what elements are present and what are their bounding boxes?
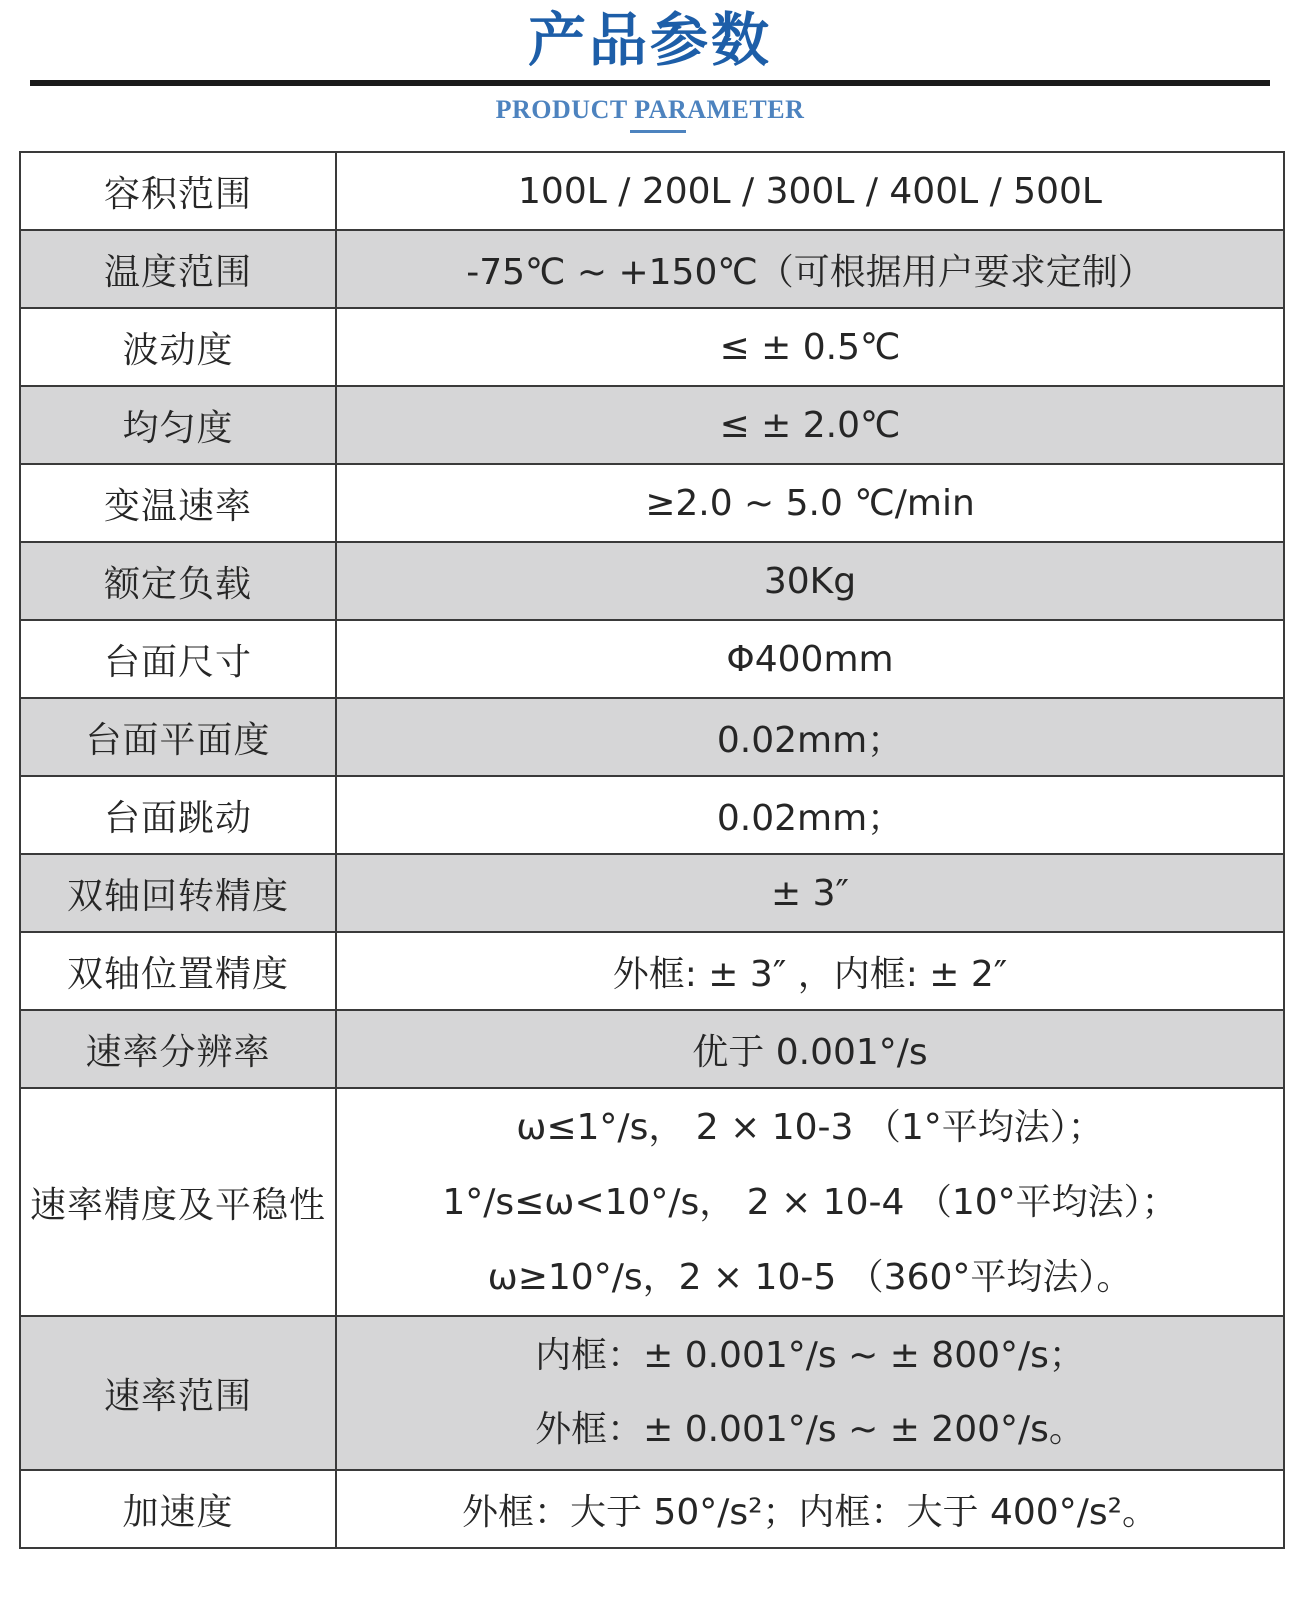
param-value-multiline <box>336 1088 1284 1316</box>
table-row <box>20 386 1284 464</box>
page-title: 产品参数 <box>527 6 772 74</box>
param-value: 外框: ± 3″ ，内框: ± 2″ <box>336 932 1284 1010</box>
table-row <box>20 1010 1284 1088</box>
param-value: ≤ ± 0.5℃ <box>336 308 1284 386</box>
parameter-table <box>19 151 1285 1549</box>
table-row <box>20 1088 1284 1316</box>
param-label: 容积范围 <box>20 152 336 230</box>
param-label: 速率范围 <box>20 1316 336 1470</box>
param-label: 速率分辨率 <box>20 1010 336 1088</box>
param-value: ≥2.0 ~ 5.0 ℃/min <box>336 464 1284 542</box>
param-value-line: 1°/s≤ω<10°/s， 2 × 10-4 （10°平均法）； <box>442 1181 1178 1223</box>
param-value-line: 内框：± 0.001°/s ~ ± 800°/s； <box>535 1335 1085 1376</box>
param-value: ≤ ± 2.0℃ <box>336 386 1284 464</box>
param-label: 温度范围 <box>20 230 336 308</box>
param-label: 均匀度 <box>20 386 336 464</box>
param-value-multiline <box>336 1316 1284 1470</box>
param-value: 优于 0.001°/s <box>336 1010 1284 1088</box>
param-value: Φ400mm <box>336 620 1284 698</box>
param-value: ± 3″ <box>336 854 1284 932</box>
param-label: 台面尺寸 <box>20 620 336 698</box>
param-label: 变温速率 <box>20 464 336 542</box>
param-label: 波动度 <box>20 308 336 386</box>
table-row <box>20 152 1284 230</box>
table-row <box>20 1470 1284 1548</box>
param-value: 100L / 200L / 300L / 400L / 500L <box>336 152 1284 230</box>
table-row <box>20 620 1284 698</box>
table-row <box>20 464 1284 542</box>
param-label: 双轴回转精度 <box>20 854 336 932</box>
table-row <box>20 932 1284 1010</box>
table-row <box>20 308 1284 386</box>
param-label: 速率精度及平稳性 <box>20 1088 336 1316</box>
param-label: 台面平面度 <box>20 698 336 776</box>
table-row <box>20 230 1284 308</box>
param-label: 双轴位置精度 <box>20 932 336 1010</box>
param-value: 0.02mm； <box>336 776 1284 854</box>
param-value-line: 外框：± 0.001°/s ~ ± 200°/s。 <box>535 1409 1085 1450</box>
param-value-line: ω≤1°/s， 2 × 10-3 （1°平均法）； <box>516 1106 1104 1148</box>
table-row <box>20 542 1284 620</box>
table-row <box>20 776 1284 854</box>
param-label: 额定负载 <box>20 542 336 620</box>
param-label: 台面跳动 <box>20 776 336 854</box>
param-value: 0.02mm； <box>336 698 1284 776</box>
title-divider <box>30 80 1270 86</box>
table-row <box>20 854 1284 932</box>
param-value: 30Kg <box>336 542 1284 620</box>
param-label: 加速度 <box>20 1470 336 1548</box>
param-value: 外框：大于 50°/s²；内框：大于 400°/s²。 <box>336 1470 1284 1548</box>
param-value: -75℃ ~ +150℃（可根据用户要求定制） <box>336 230 1284 308</box>
table-row <box>20 698 1284 776</box>
page-subtitle: PRODUCT PARAMETER <box>495 95 805 124</box>
table-row <box>20 1316 1284 1470</box>
subtitle-underline <box>630 130 686 133</box>
param-value-line: ω≥10°/s，2 × 10-5 （360°平均法）。 <box>487 1256 1133 1298</box>
